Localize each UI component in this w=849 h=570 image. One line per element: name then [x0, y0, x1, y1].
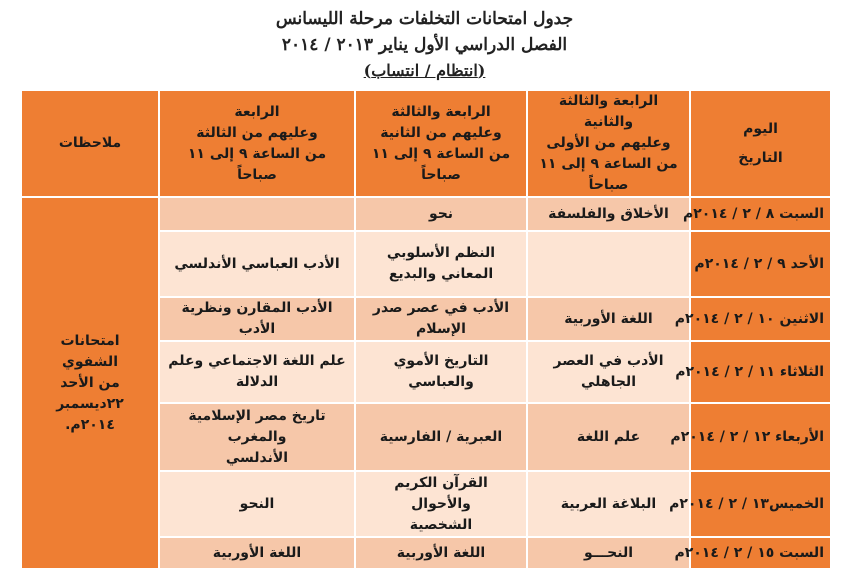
cell-col2: النظم الأسلوبي المعاني والبديع — [355, 231, 527, 297]
cell-col1: الأخلاق والفلسفة — [527, 197, 690, 231]
table-row — [21, 197, 831, 231]
row-date: الخميس١٣ / ٢ / ٢٠١٤م — [690, 471, 831, 537]
header-day-date — [690, 90, 831, 197]
cell-col1: علم اللغة — [527, 403, 690, 471]
system-label: (انتظام / انتساب) — [363, 61, 486, 80]
header-col1: الرابعة والثالثة والثانية وعليهم من الأولى من الساعة ٩ إلى ١١ صباحاً — [527, 90, 690, 197]
exam-schedule-table — [20, 89, 832, 570]
cell-col3: الأدب العباسي الأندلسي — [159, 231, 355, 297]
title-block — [0, 0, 849, 88]
row-date: السبت ٨ / ٢ / ٢٠١٤م — [690, 197, 831, 231]
cell-col2: نحو — [355, 197, 527, 231]
cell-col3 — [159, 197, 355, 231]
header-col2: الرابعة والثالثة وعليهم من الثانية من الساعة ٩ إلى ١١ صباحاً — [355, 90, 527, 197]
cell-col3: النحو — [159, 471, 355, 537]
cell-col1: اللغة الأوربية — [527, 297, 690, 341]
page-subtitle: الفصل الدراسي الأول يناير ٢٠١٣ / ٢٠١٤ — [281, 35, 568, 55]
row-date: الأربعاء ١٢ / ٢ / ٢٠١٤م — [690, 403, 831, 471]
cell-col3: اللغة الأوربية — [159, 537, 355, 569]
cell-col3: تاريخ مصر الإسلامية والمغرب الأندلسي — [159, 403, 355, 471]
cell-col2: القرآن الكريم والأحوال الشخصية — [355, 471, 527, 537]
header-row — [21, 90, 831, 197]
cell-col2: الأدب في عصر صدر الإسلام — [355, 297, 527, 341]
cell-col1: البلاغة العربية — [527, 471, 690, 537]
header-date: التاريخ — [738, 149, 783, 166]
header-day: اليوم — [743, 120, 778, 137]
row-date: الأحد ٩ / ٢ / ٢٠١٤م — [690, 231, 831, 297]
notes-cell: امتحانات الشفوي من الأحد ٢٢ديسمبر ٢٠١٤م. — [21, 197, 159, 569]
row-date: الاثنين ١٠ / ٢ / ٢٠١٤م — [690, 297, 831, 341]
cell-col2: اللغة الأوربية — [355, 537, 527, 569]
cell-col2: العبرية / الفارسية — [355, 403, 527, 471]
cell-col1 — [527, 231, 690, 297]
header-col3: الرابعة وعليهم من الثالثة من الساعة ٩ إلى ١١ صباحاً — [159, 90, 355, 197]
cell-col3: الأدب المقارن ونظرية الأدب — [159, 297, 355, 341]
cell-col1: الأدب في العصر الجاهلي — [527, 341, 690, 403]
cell-col3: علم اللغة الاجتماعي وعلم الدلالة — [159, 341, 355, 403]
cell-col1: النحـــو — [527, 537, 690, 569]
page-title: جدول امتحانات التخلفات مرحلة الليسانس — [275, 9, 574, 29]
cell-col2: التاريخ الأموي والعباسي — [355, 341, 527, 403]
header-notes: ملاحظات — [21, 90, 159, 197]
row-date: الثلاثاء ١١ / ٢ / ٢٠١٤م — [690, 341, 831, 403]
row-date: السبت ١٥ / ٢ / ٢٠١٤م — [690, 537, 831, 569]
